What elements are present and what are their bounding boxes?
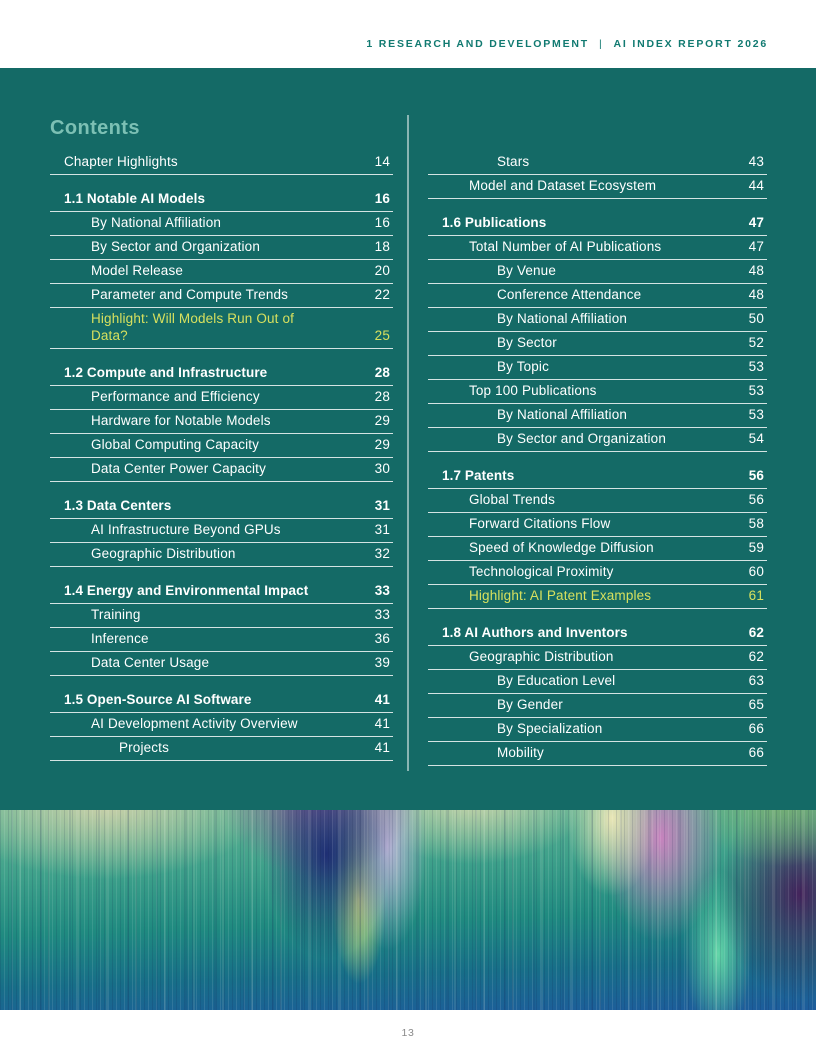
- toc-entry-label: Training: [91, 607, 141, 622]
- toc-entry-page: 16: [374, 191, 390, 206]
- toc-entry-label: By Sector and Organization: [91, 239, 260, 254]
- toc-entry-page: 41: [374, 692, 390, 707]
- toc-group: [428, 151, 767, 199]
- column-divider-line: [407, 115, 409, 771]
- toc-entry-page: 44: [748, 178, 764, 193]
- toc-entry-label: By Sector and Organization: [497, 431, 666, 446]
- toc-entry[interactable]: [428, 489, 767, 513]
- toc-entry-page: 48: [748, 287, 764, 302]
- toc-entry[interactable]: [50, 495, 393, 519]
- toc-entry[interactable]: [428, 622, 767, 646]
- toc-entry-label: By Sector: [497, 335, 557, 350]
- toc-entry[interactable]: [428, 537, 767, 561]
- toc-entry-label: By National Affiliation: [497, 407, 628, 422]
- toc-entry-label: 1.1 Notable AI Models: [64, 191, 206, 206]
- toc-entry-label: By National Affiliation: [91, 215, 222, 230]
- toc-entry[interactable]: [428, 670, 767, 694]
- toc-group: [50, 495, 393, 567]
- toc-entry-label: Technological Proximity: [469, 564, 614, 579]
- running-head: [366, 38, 768, 50]
- toc-entry-page: 39: [374, 655, 390, 670]
- toc-entry-label: By Gender: [497, 697, 563, 712]
- toc-entry-page: 33: [374, 607, 390, 622]
- toc-entry-label: Geographic Distribution: [469, 649, 614, 664]
- toc-entry-page: 56: [748, 492, 764, 507]
- report-title: AI INDEX REPORT 2026: [613, 38, 768, 50]
- toc-entry-label: Highlight: AI Patent Examples: [469, 588, 652, 603]
- toc-entry-label: Conference Attendance: [497, 287, 642, 302]
- toc-entry-label: Data Center Usage: [91, 655, 210, 670]
- toc-entry[interactable]: [428, 561, 767, 585]
- toc-entry-label: Forward Citations Flow: [469, 516, 611, 531]
- toc-entry[interactable]: [428, 356, 767, 380]
- toc-entry-page: 62: [748, 625, 764, 640]
- toc-entry-page: 58: [748, 516, 764, 531]
- toc-entry-label: AI Development Activity Overview: [91, 716, 298, 731]
- toc-column-right: [428, 151, 767, 766]
- toc-entry-label: By Education Level: [497, 673, 616, 688]
- toc-entry-label: By Specialization: [497, 721, 603, 736]
- abstract-glitch-artwork: [0, 810, 816, 1010]
- toc-entry[interactable]: [50, 188, 393, 212]
- toc-entry-label: Highlight: Will Models Run Out of Data?: [91, 311, 295, 343]
- toc-entry-page: 52: [748, 335, 764, 350]
- toc-entry[interactable]: [428, 718, 767, 742]
- toc-entry[interactable]: [50, 519, 393, 543]
- toc-entry-page: 18: [374, 239, 390, 254]
- toc-entry[interactable]: [428, 151, 767, 175]
- toc-entry[interactable]: [428, 260, 767, 284]
- toc-entry-page: 32: [374, 546, 390, 561]
- toc-entry-page: 41: [374, 740, 390, 755]
- toc-entry[interactable]: [428, 212, 767, 236]
- toc-entry[interactable]: [50, 628, 393, 652]
- toc-entry-label: Global Trends: [469, 492, 555, 507]
- toc-entry-page: 53: [748, 407, 764, 422]
- toc-entry-page: 22: [374, 287, 390, 302]
- toc-entry-label: Speed of Knowledge Diffusion: [469, 540, 654, 555]
- toc-entry-label: 1.6 Publications: [442, 215, 547, 230]
- toc-entry-label: 1.4 Energy and Environmental Impact: [64, 583, 309, 598]
- toc-group: [428, 212, 767, 452]
- toc-entry[interactable]: [428, 465, 767, 489]
- toc-entry[interactable]: [50, 737, 393, 761]
- toc-entry-page: 54: [748, 431, 764, 446]
- toc-entry-page: 62: [748, 649, 764, 664]
- toc-entry-label: By National Affiliation: [497, 311, 628, 326]
- toc-entry-label: Projects: [119, 740, 169, 755]
- toc-column-left: [50, 151, 393, 766]
- toc-entry-label: Data Center Power Capacity: [91, 461, 266, 476]
- page-header: [0, 0, 816, 68]
- toc-entry-page: 31: [374, 498, 390, 513]
- toc-entry-label: Hardware for Notable Models: [91, 413, 271, 428]
- toc-entry[interactable]: [50, 713, 393, 737]
- toc-entry-page: 66: [748, 745, 764, 760]
- toc-entry[interactable]: [428, 513, 767, 537]
- toc-entry[interactable]: [50, 236, 393, 260]
- chapter-label: 1 RESEARCH AND DEVELOPMENT: [366, 38, 590, 50]
- toc-entry[interactable]: [50, 386, 393, 410]
- toc-entry-page: 50: [748, 311, 764, 326]
- toc-entry[interactable]: [50, 652, 393, 676]
- toc-entry-page: 66: [748, 721, 764, 736]
- toc-entry[interactable]: [428, 404, 767, 428]
- toc-entry-label: Model Release: [91, 263, 184, 278]
- toc-entry[interactable]: [428, 332, 767, 356]
- toc-entry-label: 1.5 Open-Source AI Software: [64, 692, 252, 707]
- toc-entry[interactable]: [428, 742, 767, 766]
- toc-entry-page: 53: [748, 359, 764, 374]
- toc-entry-label: Stars: [497, 154, 530, 169]
- toc-entry-page: 59: [748, 540, 764, 555]
- toc-group: [428, 622, 767, 766]
- toc-entry[interactable]: [50, 362, 393, 386]
- toc-entry-page: 28: [374, 389, 390, 404]
- toc-entry[interactable]: [428, 585, 767, 609]
- toc-entry[interactable]: [50, 543, 393, 567]
- toc-entry-page: 29: [374, 413, 390, 428]
- toc-entry-label: Top 100 Publications: [469, 383, 597, 398]
- toc-entry-page: 48: [748, 263, 764, 278]
- toc-entry-label: Model and Dataset Ecosystem: [469, 178, 657, 193]
- toc-entry-page: 31: [374, 522, 390, 537]
- toc-entry[interactable]: [50, 308, 393, 349]
- toc-entry[interactable]: [50, 434, 393, 458]
- toc-entry-page: 60: [748, 564, 764, 579]
- toc-entry-label: Mobility: [497, 745, 544, 760]
- toc-entry[interactable]: [50, 689, 393, 713]
- toc-group: [50, 580, 393, 676]
- contents-section: [0, 68, 816, 1010]
- toc-group: [50, 362, 393, 482]
- toc-entry[interactable]: [428, 694, 767, 718]
- toc-entry-label: 1.7 Patents: [442, 468, 515, 483]
- toc-entry-page: 30: [374, 461, 390, 476]
- toc-entry-label: Total Number of AI Publications: [469, 239, 662, 254]
- toc-entry[interactable]: [428, 428, 767, 452]
- toc-entry-label: Chapter Highlights: [64, 154, 178, 169]
- toc-entry-page: 53: [748, 383, 764, 398]
- toc-entry-label: By Venue: [497, 263, 556, 278]
- toc-entry[interactable]: [50, 284, 393, 308]
- toc-group: [50, 151, 393, 175]
- toc-entry[interactable]: [428, 646, 767, 670]
- toc-entry-page: 61: [748, 588, 764, 603]
- toc-entry-label: Global Computing Capacity: [91, 437, 260, 452]
- toc-entry-label: Geographic Distribution: [91, 546, 236, 561]
- toc-entry-page: 47: [748, 239, 764, 254]
- toc-entry-page: 33: [374, 583, 390, 598]
- toc-entry[interactable]: [50, 458, 393, 482]
- toc-entry[interactable]: [50, 580, 393, 604]
- toc-entry-page: 36: [374, 631, 390, 646]
- toc-entry-page: 65: [748, 697, 764, 712]
- toc-entry[interactable]: [428, 380, 767, 404]
- toc-entry[interactable]: [428, 175, 767, 199]
- toc-entry-page: 63: [748, 673, 764, 688]
- toc-entry-label: AI Infrastructure Beyond GPUs: [91, 522, 281, 537]
- toc-entry[interactable]: [50, 212, 393, 236]
- toc-entry-page: 43: [748, 154, 764, 169]
- toc-columns: [50, 151, 768, 766]
- toc-entry-page: 16: [374, 215, 390, 230]
- toc-group: [428, 465, 767, 609]
- toc-entry-page: 25: [374, 328, 390, 343]
- toc-entry-page: 29: [374, 437, 390, 452]
- contents-heading: Contents: [50, 117, 140, 139]
- toc-entry-label: By Topic: [497, 359, 549, 374]
- toc-group: [50, 188, 393, 349]
- page-footer: [0, 1010, 816, 1056]
- toc-entry-page: 47: [748, 215, 764, 230]
- toc-entry[interactable]: [428, 284, 767, 308]
- toc-group: [50, 689, 393, 761]
- toc-entry-page: 41: [374, 716, 390, 731]
- toc-entry-page: 20: [374, 263, 390, 278]
- toc-entry-label: Performance and Efficiency: [91, 389, 260, 404]
- toc-entry[interactable]: [50, 604, 393, 628]
- toc-entry-label: 1.3 Data Centers: [64, 498, 172, 513]
- header-divider: |: [599, 38, 604, 50]
- toc-entry-page: 56: [748, 468, 764, 483]
- toc-entry-label: 1.2 Compute and Infrastructure: [64, 365, 268, 380]
- toc-entry[interactable]: [428, 308, 767, 332]
- toc-entry[interactable]: [50, 410, 393, 434]
- toc-entry-label: 1.8 AI Authors and Inventors: [442, 625, 628, 640]
- toc-entry[interactable]: [50, 151, 393, 175]
- toc-entry[interactable]: [50, 260, 393, 284]
- toc-entry-label: Inference: [91, 631, 149, 646]
- toc-entry[interactable]: [428, 236, 767, 260]
- toc-entry-page: 28: [374, 365, 390, 380]
- toc-entry-page: 14: [374, 154, 390, 169]
- page-number: 13: [401, 1027, 415, 1039]
- toc-entry-label: Parameter and Compute Trends: [91, 287, 289, 302]
